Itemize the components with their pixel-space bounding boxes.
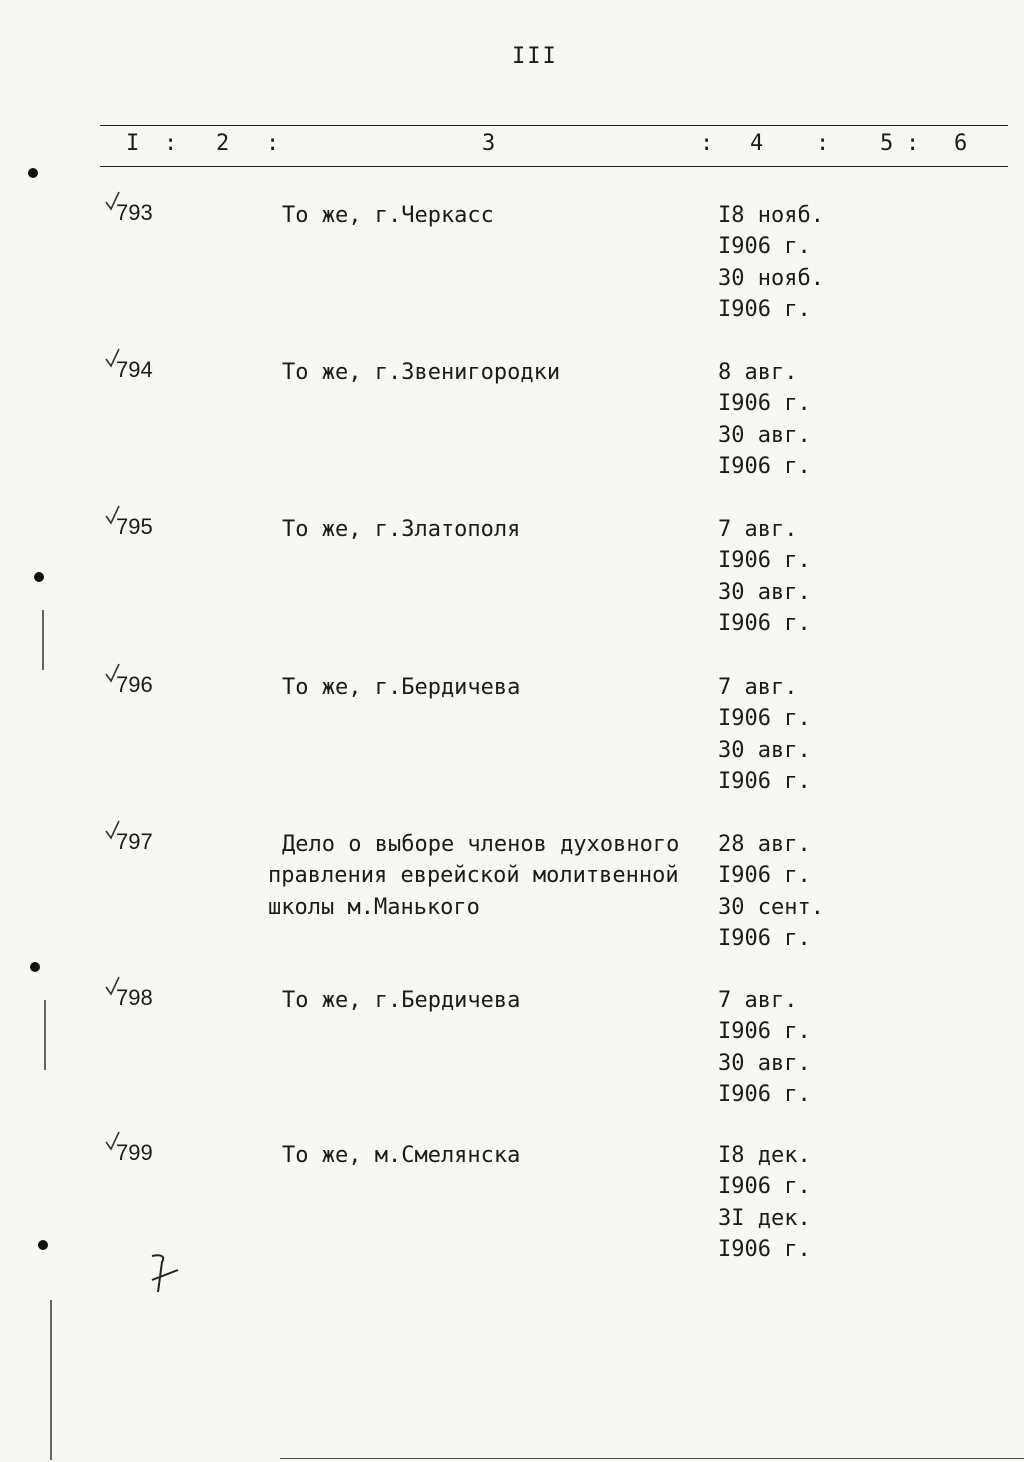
header-rule-top: [100, 125, 1008, 126]
entry-dates: [718, 1140, 811, 1265]
date-start: 7 авг.: [718, 517, 798, 542]
margin-mark: [44, 1000, 46, 1070]
date-start: 7 авг.: [718, 675, 798, 700]
entry-dates: [718, 357, 811, 482]
header-rule-bottom: [100, 166, 1008, 167]
entry-title: То же, м.Смелянска: [282, 1143, 521, 1168]
entry-number: 799: [116, 1140, 153, 1165]
header-col5: 5: [880, 131, 894, 156]
date-start: 28 авг.: [718, 832, 811, 857]
date-end: 30 нояб.: [718, 265, 824, 291]
binding-hole-icon: [28, 168, 38, 178]
header-col1: I: [126, 131, 140, 156]
entry-number: 797: [116, 829, 153, 854]
entry-title-line: Дело о выборе членов духовного: [282, 832, 680, 857]
date-end: 30 сент.: [718, 894, 824, 920]
entry-title: То же, г.Бердичева: [282, 988, 521, 1013]
header-col3: 3: [482, 131, 496, 156]
bottom-rule: [280, 1458, 1024, 1459]
date-end-year: I906 г.: [718, 1081, 811, 1107]
entry-title: То же, г.Бердичева: [282, 675, 521, 700]
date-end: 30 авг.: [718, 737, 811, 763]
entry-title: То же, г.Златополя: [282, 517, 521, 542]
binding-hole-icon: [30, 962, 40, 972]
entry-number: 793: [116, 200, 153, 225]
date-end: 30 авг.: [718, 422, 811, 448]
entry-number: 795: [116, 514, 153, 539]
margin-mark: [42, 610, 44, 670]
date-start-year: I906 г.: [718, 548, 811, 574]
entry-dates: [718, 985, 811, 1110]
header-col6: 6: [954, 131, 968, 156]
date-start-year: I906 г.: [718, 706, 811, 732]
entry-dates: [718, 200, 824, 325]
date-end: 30 авг.: [718, 579, 811, 605]
entry-title: То же, г.Звенигородки: [282, 360, 561, 385]
date-end-year: I906 г.: [718, 925, 811, 951]
date-start-year: I906 г.: [718, 1174, 811, 1200]
date-end-year: I906 г.: [718, 768, 811, 794]
header-sep: :: [266, 131, 280, 156]
margin-mark: [50, 1300, 52, 1460]
date-end-year: I906 г.: [718, 296, 811, 322]
date-end: 3I дек.: [718, 1205, 811, 1231]
entry-dates: [718, 829, 824, 954]
date-start: 8 авг.: [718, 360, 798, 385]
entry-title-line: школы м.Манького: [268, 894, 480, 920]
entry-title-line: правления еврейской молитвенной: [268, 863, 679, 889]
header-col2: 2: [216, 131, 230, 156]
entry-number: 796: [116, 672, 153, 697]
date-start-year: I906 г.: [718, 1019, 811, 1045]
date-start-year: I906 г.: [718, 863, 811, 889]
date-start: I8 дек.: [718, 1143, 811, 1168]
date-end-year: I906 г.: [718, 453, 811, 479]
entry-title: То же, г.Черкасс: [282, 203, 494, 228]
date-start: I8 нояб.: [718, 203, 824, 228]
date-start-year: I906 г.: [718, 234, 811, 260]
date-end-year: I906 г.: [718, 610, 811, 636]
header-sep: :: [906, 131, 920, 156]
page-number: III: [512, 44, 558, 69]
entry-dates: [718, 672, 811, 797]
binding-hole-icon: [38, 1240, 48, 1250]
binding-hole-icon: [34, 572, 44, 582]
header-sep: :: [164, 131, 178, 156]
entry-number: 794: [116, 357, 153, 382]
date-start-year: I906 г.: [718, 391, 811, 417]
date-end: 30 авг.: [718, 1050, 811, 1076]
header-col4: 4: [750, 131, 764, 156]
date-end-year: I906 г.: [718, 1236, 811, 1262]
header-sep: :: [700, 131, 714, 156]
date-start: 7 авг.: [718, 988, 798, 1013]
header-sep: :: [816, 131, 830, 156]
entry-dates: [718, 514, 811, 639]
entry-number: 798: [116, 985, 153, 1010]
handwritten-mark-icon: [148, 1250, 184, 1294]
